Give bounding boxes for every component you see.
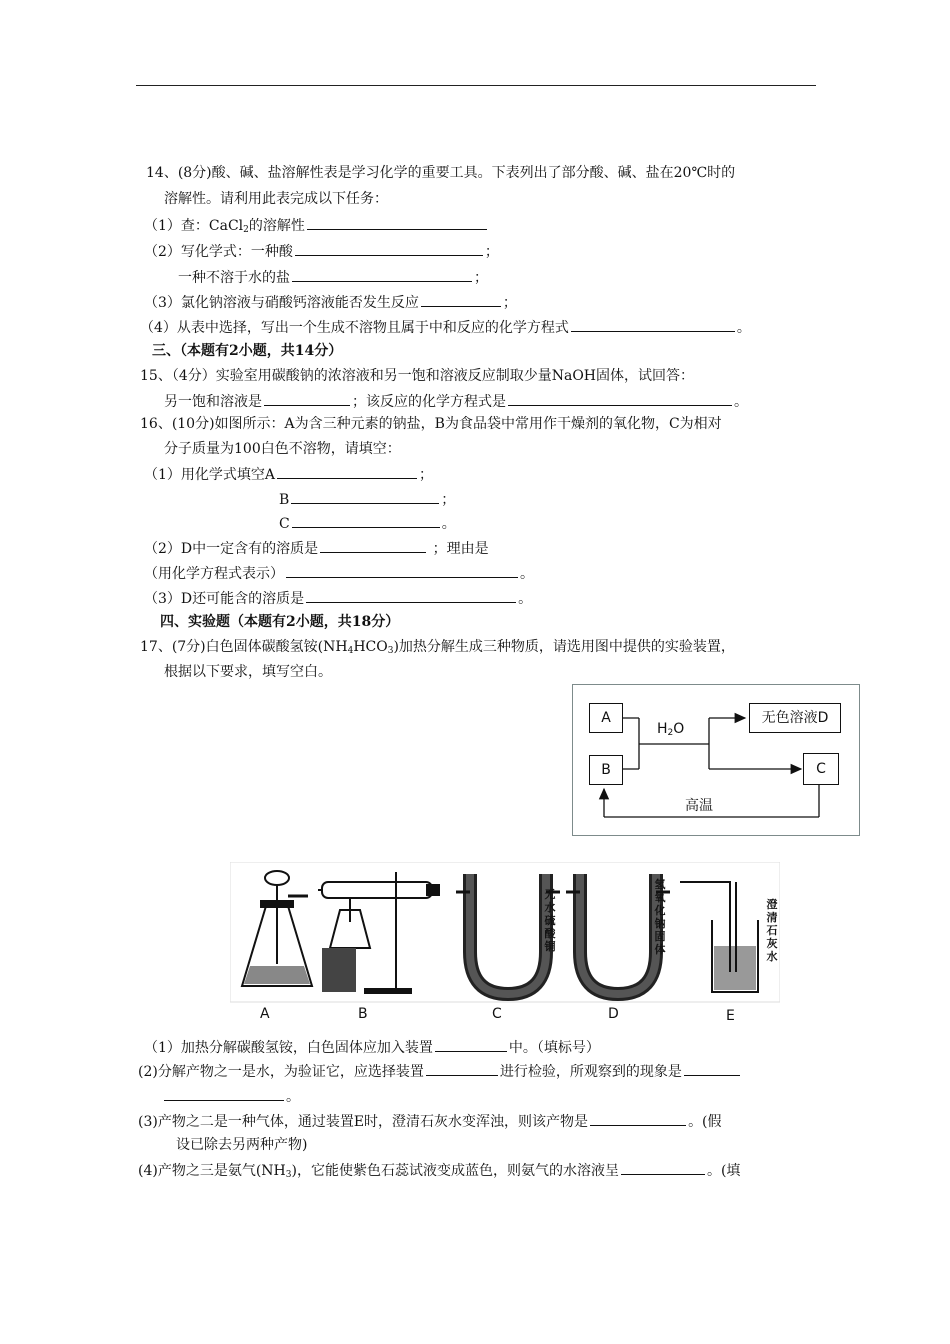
apparatus-label-a: A bbox=[260, 1006, 270, 1022]
section-4-heading: 四、实验题（本题有2小题，共18分） bbox=[160, 614, 400, 630]
reaction-flow-diagram bbox=[572, 684, 860, 836]
q16-part2-reason: （用化学方程式表示） 。 bbox=[144, 563, 534, 584]
flow-label-heat: 高温 bbox=[685, 798, 713, 814]
answer-blank-16-b[interactable] bbox=[291, 489, 439, 504]
answer-blank-16-2b[interactable] bbox=[286, 563, 518, 578]
q14-line2: 溶解性。请利用此表完成以下任务： bbox=[164, 191, 388, 207]
q17-line1: 17、(7分)白色固体碳酸氢铵$(NH_4HCO_3)$加热分解生成三种物质，请选用图中提供的实验装置， bbox=[140, 639, 735, 656]
answer-blank-14-4[interactable] bbox=[571, 317, 735, 332]
q14-part2b: 一种不溶于水的盐 ； bbox=[178, 267, 488, 288]
q14-part2: （2）写化学式：一种酸 ； bbox=[144, 241, 499, 262]
answer-blank-17-2b[interactable] bbox=[684, 1061, 740, 1076]
answer-blank-17-2a[interactable] bbox=[426, 1061, 498, 1076]
header-rule bbox=[136, 85, 816, 86]
apparatus-e-reagent: 澄清石灰水 bbox=[766, 898, 778, 963]
apparatus-b-heater bbox=[318, 872, 440, 994]
answer-blank-14-2a[interactable] bbox=[295, 241, 483, 256]
answer-blank-16-c[interactable] bbox=[292, 513, 440, 528]
q17-part1: （1）加热分解碳酸氢铵，白色固体应加入装置 中。（填标号） bbox=[144, 1037, 600, 1058]
q17-part3-cont: 设已除去另两种产物) bbox=[176, 1137, 308, 1153]
answer-blank-17-4[interactable] bbox=[621, 1160, 705, 1175]
answer-blank-17-2c[interactable] bbox=[164, 1086, 284, 1101]
apparatus-label-e: E bbox=[726, 1008, 735, 1024]
q16-part2: （2）D中一定含有的溶质是 ；理由是 bbox=[144, 538, 489, 559]
q17-line2: 根据以下要求，填写空白。 bbox=[164, 664, 332, 680]
answer-blank-16-2a[interactable] bbox=[320, 538, 426, 553]
q14-part1: （1）查：CaCl$_2$的溶解性 bbox=[144, 215, 489, 236]
apparatus-label-b: B bbox=[358, 1006, 368, 1022]
apparatus-drawing bbox=[230, 862, 780, 1032]
flow-box-d: 无色溶液D bbox=[749, 703, 841, 733]
q17-part2-cont: 。 bbox=[162, 1086, 300, 1107]
q16-part1-c: C 。 bbox=[279, 513, 456, 534]
flow-box-b: B bbox=[589, 755, 623, 785]
q14-part4: （4）从表中选择，写出一个生成不溶物且属于中和反应的化学方程式 。 bbox=[140, 317, 751, 338]
section-3-heading: 三、（本题有2小题，共14分） bbox=[152, 343, 343, 359]
flow-box-a: A bbox=[589, 703, 623, 733]
q16-part1-b: B ； bbox=[279, 489, 455, 510]
answer-blank-15-1[interactable] bbox=[264, 391, 350, 406]
q16-line2: 分子质量为100白色不溶物，请填空： bbox=[164, 441, 401, 457]
apparatus-figure bbox=[230, 862, 780, 1032]
apparatus-a-flask bbox=[242, 871, 312, 986]
q17-part3: (3)产物之二是一种气体，通过装置E时，澄清石灰水变浑浊，则该产物是 。(假 bbox=[138, 1111, 722, 1132]
answer-blank-16-3[interactable] bbox=[306, 588, 516, 603]
answer-blank-14-1[interactable] bbox=[307, 215, 487, 230]
q16-part3: （3）D还可能含的溶质是 。 bbox=[144, 588, 532, 609]
answer-blank-17-1[interactable] bbox=[435, 1037, 507, 1052]
answer-blank-15-2[interactable] bbox=[508, 391, 732, 406]
apparatus-e-beaker bbox=[680, 882, 758, 992]
q15-line1: 15、（4分）实验室用碳酸钠的浓溶液和另一饱和溶液反应制取少量NaOH固体，试回答： bbox=[140, 368, 695, 384]
answer-blank-14-3[interactable] bbox=[421, 292, 501, 307]
apparatus-label-d: D bbox=[608, 1006, 619, 1022]
answer-blank-17-3[interactable] bbox=[590, 1111, 686, 1126]
q14-part3: （3）氯化钠溶液与硝酸钙溶液能否发生反应 ； bbox=[144, 292, 517, 313]
q16-line1: 16、(10分)如图所示：A为含三种元素的钠盐，B为食品袋中常用作干燥剂的氧化物，C为相对 bbox=[140, 416, 722, 432]
answer-blank-16-a[interactable] bbox=[277, 464, 417, 479]
apparatus-c-reagent: 无水硫酸铜 bbox=[544, 888, 556, 953]
flow-label-water: $H_2O$ bbox=[657, 721, 685, 738]
q16-part1-a: （1）用化学式填空A ； bbox=[144, 464, 433, 485]
apparatus-label-c: C bbox=[492, 1006, 502, 1022]
flow-box-c: C bbox=[803, 753, 839, 785]
apparatus-d-reagent: 氢氧化钠固体 bbox=[654, 878, 666, 956]
q17-part4: (4)产物之三是氨气$(NH_3)$，它能使紫色石蕊试液变成蓝色，则氨气的水溶液呈 。(填 bbox=[138, 1160, 740, 1181]
q15-line2: 另一饱和溶液是 ；该反应的化学方程式是 。 bbox=[164, 391, 748, 412]
q14-line1: 14、(8分)酸、碱、盐溶解性表是学习化学的重要工具。下表列出了部分酸、碱、盐在20℃时的 bbox=[146, 165, 736, 181]
answer-blank-14-2b[interactable] bbox=[292, 267, 472, 282]
q17-part2: (2)分解产物之一是水，为验证它，应选择装置 进行检验，所观察到的现象是 bbox=[138, 1061, 742, 1082]
